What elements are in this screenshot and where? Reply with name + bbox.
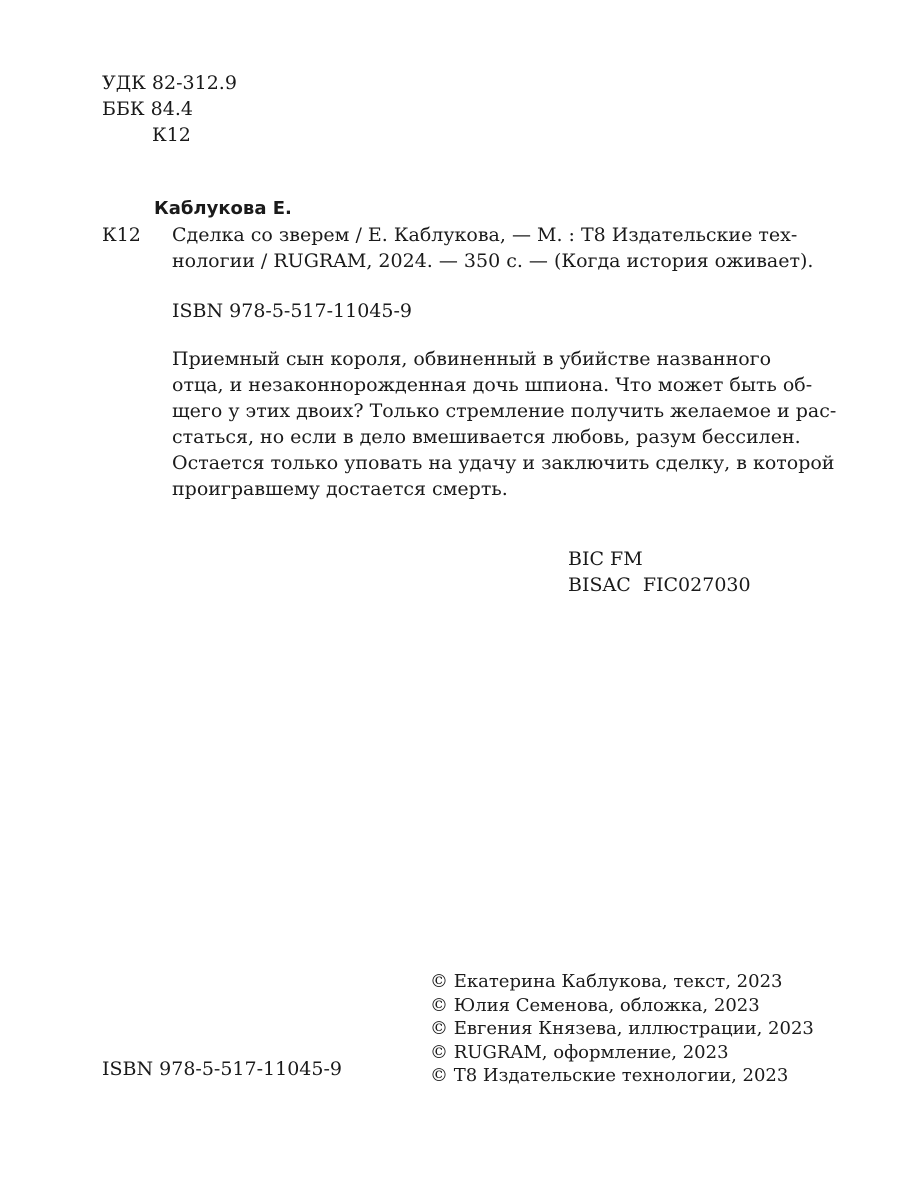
annotation-line: Остается только уповать на удачу и заключить сделку, в которой bbox=[172, 452, 835, 474]
bbk-code: ББК 84.4 bbox=[102, 98, 193, 120]
copyright-line: © Евгения Князева, иллюстрации, 2023 bbox=[430, 1018, 814, 1039]
bibliographic-line-1: Сделка со зверем / Е. Каблукова, — М. : Т8 Издательские тех- bbox=[172, 224, 798, 246]
udk-code: УДК 82-312.9 bbox=[102, 72, 237, 94]
author-mark-code: К12 bbox=[152, 124, 191, 146]
copyright-line: © Екатерина Каблукова, текст, 2023 bbox=[430, 971, 783, 992]
bibliographic-line-2: нологии / RUGRAM, 2024. — 350 с. — (Когда история оживает). bbox=[172, 250, 814, 272]
copyright-line: © RUGRAM, оформление, 2023 bbox=[430, 1041, 729, 1063]
bisac-code: BISAC FIC027030 bbox=[568, 574, 751, 596]
annotation-line: проигравшему достается смерть. bbox=[172, 478, 508, 500]
annotation-line: отца, и незаконнорожденная дочь шпиона. Что может быть об- bbox=[172, 374, 813, 396]
author-mark: К12 bbox=[102, 224, 141, 246]
annotation-line: статься, но если в дело вмешивается любовь, разум бессилен. bbox=[172, 426, 801, 448]
annotation-line: Приемный сын короля, обвиненный в убийстве названного bbox=[172, 348, 772, 370]
copyright-block bbox=[430, 970, 814, 1088]
copyright-line: © Юлия Семенова, обложка, 2023 bbox=[430, 994, 760, 1016]
bic-code: BIC FM bbox=[568, 548, 643, 570]
isbn-bottom: ISBN 978-5-517-11045-9 bbox=[102, 1058, 342, 1080]
copyright-line: © Т8 Издательские технологии, 2023 bbox=[430, 1065, 789, 1086]
author-name: Каблукова Е. bbox=[154, 198, 292, 219]
isbn-top: ISBN 978-5-517-11045-9 bbox=[172, 300, 412, 322]
annotation-line: щего у этих двоих? Только стремление получить желаемое и рас- bbox=[172, 400, 837, 422]
annotation bbox=[172, 346, 837, 502]
